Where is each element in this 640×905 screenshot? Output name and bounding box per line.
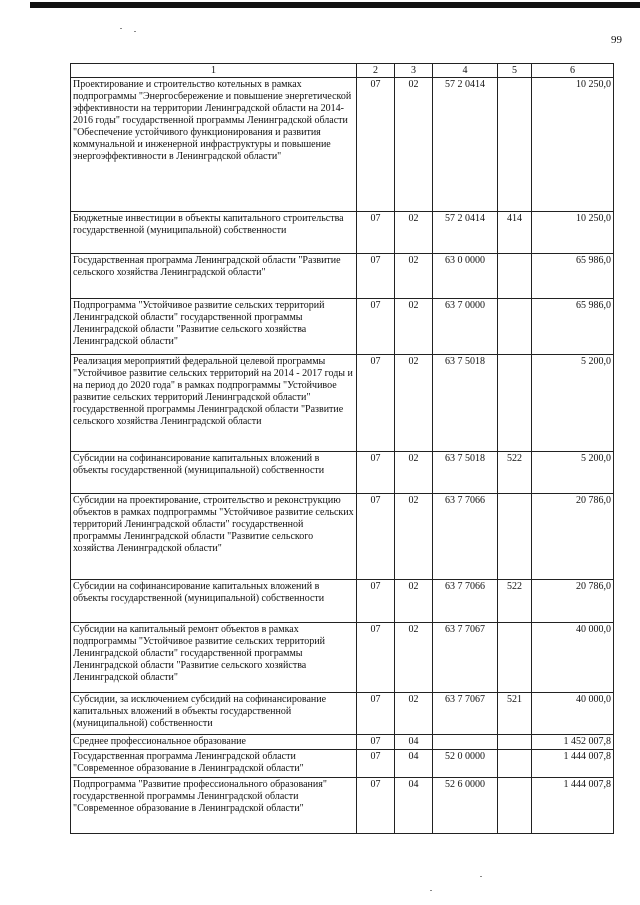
table-row — [71, 580, 614, 623]
item-name: Среднее профессиональное образование — [71, 735, 357, 750]
table-row — [71, 623, 614, 693]
table-row — [71, 494, 614, 580]
column-number-row — [71, 64, 614, 78]
section-code: 07 — [357, 623, 395, 693]
expense-type-code — [498, 299, 532, 355]
table-row — [71, 78, 614, 212]
amount: 5 200,0 — [532, 355, 614, 452]
expense-type-code — [498, 78, 532, 212]
subsection-code: 02 — [395, 78, 433, 212]
target-article-code: 63 7 7067 — [433, 623, 498, 693]
item-name: Подпрограмма "Развитие профессионального образования" государственной программы Ленинградской области "Современное образование в Ленинградской области" — [71, 778, 357, 834]
target-article-code: 52 0 0000 — [433, 750, 498, 778]
table-row — [71, 299, 614, 355]
item-name: Государственная программа Ленинградской области "Развитие сельского хозяйства Ленинградской области" — [71, 254, 357, 299]
item-name: Субсидии на проектирование, строительство и реконструкцию объектов в рамках подпрограммы "Устойчивое развитие сельских территорий Ленинградской области" государственной программы Ленинградской области "Развитие сельского хозяйства Ленинградской области" — [71, 494, 357, 580]
item-name: Субсидии на софинансирование капитальных вложений в объекты государственной (муниципальной) собственности — [71, 452, 357, 494]
table-row — [71, 254, 614, 299]
section-code: 07 — [357, 355, 395, 452]
expense-type-code — [498, 750, 532, 778]
column-number: 2 — [357, 64, 395, 78]
target-article-code — [433, 735, 498, 750]
amount: 40 000,0 — [532, 623, 614, 693]
amount: 10 250,0 — [532, 212, 614, 254]
amount: 40 000,0 — [532, 693, 614, 735]
column-number: 3 — [395, 64, 433, 78]
item-name: Проектирование и строительство котельных в рамках подпрограммы "Энергосбережение и повышение энергетической эффективности на территории Ленинградской области на 2014-2016 годы" государственной программы Ленинградской области "Обеспечение устойчивого функционирования и развития коммунальной и инженерной инфраструктуры и повышение энергоэффективности в Ленинградской области" — [71, 78, 357, 212]
column-number: 6 — [532, 64, 614, 78]
target-article-code: 57 2 0414 — [433, 212, 498, 254]
table-row — [71, 778, 614, 834]
section-code: 07 — [357, 254, 395, 299]
section-code: 07 — [357, 299, 395, 355]
subsection-code: 02 — [395, 494, 433, 580]
scan-speck — [120, 28, 122, 29]
item-name: Субсидии на капитальный ремонт объектов в рамках подпрограммы "Устойчивое развитие сельских территорий Ленинградской области" государственной программы Ленинградской области "Развитие сельского хозяйства Ленинградской области" — [71, 623, 357, 693]
item-name: Подпрограмма "Устойчивое развитие сельских территорий Ленинградской области" государственной программы Ленинградской области "Развитие сельского хозяйства Ленинградской области" — [71, 299, 357, 355]
subsection-code: 04 — [395, 778, 433, 834]
amount: 1 444 007,8 — [532, 778, 614, 834]
amount: 65 986,0 — [532, 254, 614, 299]
subsection-code: 02 — [395, 693, 433, 735]
subsection-code: 02 — [395, 580, 433, 623]
amount: 10 250,0 — [532, 78, 614, 212]
amount: 20 786,0 — [532, 580, 614, 623]
table-row — [71, 735, 614, 750]
budget-table — [70, 63, 614, 834]
section-code: 07 — [357, 212, 395, 254]
expense-type-code — [498, 778, 532, 834]
expense-type-code — [498, 623, 532, 693]
scan-top-edge — [30, 2, 640, 8]
expense-type-code — [498, 355, 532, 452]
target-article-code: 57 2 0414 — [433, 78, 498, 212]
expense-type-code — [498, 494, 532, 580]
item-name: Государственная программа Ленинградской области "Современное образование в Ленинградской области" — [71, 750, 357, 778]
section-code: 07 — [357, 778, 395, 834]
section-code: 07 — [357, 580, 395, 623]
amount: 5 200,0 — [532, 452, 614, 494]
column-number: 4 — [433, 64, 498, 78]
section-code: 07 — [357, 735, 395, 750]
expense-type-code: 414 — [498, 212, 532, 254]
section-code: 07 — [357, 750, 395, 778]
page-number: 99 — [611, 34, 622, 46]
target-article-code: 52 6 0000 — [433, 778, 498, 834]
subsection-code: 04 — [395, 735, 433, 750]
table-row — [71, 452, 614, 494]
item-name: Реализация мероприятий федеральной целевой программы "Устойчивое развитие сельских территорий на 2014 - 2017 годы и на период до 2020 года" в рамках подпрограммы "Устойчивое развитие сельских территорий Ленинградской области" государственной программы Ленинградской области "Развитие сельского хозяйства Ленинградской области — [71, 355, 357, 452]
target-article-code: 63 7 5018 — [433, 452, 498, 494]
subsection-code: 02 — [395, 355, 433, 452]
target-article-code: 63 7 7066 — [433, 580, 498, 623]
section-code: 07 — [357, 78, 395, 212]
scan-speck — [134, 31, 136, 32]
section-code: 07 — [357, 494, 395, 580]
expense-type-code: 521 — [498, 693, 532, 735]
scan-speck — [430, 890, 432, 891]
subsection-code: 02 — [395, 623, 433, 693]
target-article-code: 63 7 0000 — [433, 299, 498, 355]
subsection-code: 02 — [395, 254, 433, 299]
table-row — [71, 693, 614, 735]
expense-type-code: 522 — [498, 580, 532, 623]
table-row — [71, 355, 614, 452]
subsection-code: 02 — [395, 299, 433, 355]
subsection-code: 02 — [395, 452, 433, 494]
amount: 1 452 007,8 — [532, 735, 614, 750]
section-code: 07 — [357, 693, 395, 735]
target-article-code: 63 7 7066 — [433, 494, 498, 580]
section-code: 07 — [357, 452, 395, 494]
amount: 1 444 007,8 — [532, 750, 614, 778]
subsection-code: 04 — [395, 750, 433, 778]
column-number: 1 — [71, 64, 357, 78]
item-name: Субсидии на софинансирование капитальных вложений в объекты государственной (муниципальной) собственности — [71, 580, 357, 623]
scan-speck — [480, 876, 482, 877]
item-name: Бюджетные инвестиции в объекты капитального строительства государственной (муниципальной) собственности — [71, 212, 357, 254]
item-name: Субсидии, за исключением субсидий на софинансирование капитальных вложений в объекты государственной (муниципальной) собственности — [71, 693, 357, 735]
subsection-code: 02 — [395, 212, 433, 254]
amount: 65 986,0 — [532, 299, 614, 355]
target-article-code: 63 7 5018 — [433, 355, 498, 452]
column-number: 5 — [498, 64, 532, 78]
target-article-code: 63 0 0000 — [433, 254, 498, 299]
target-article-code: 63 7 7067 — [433, 693, 498, 735]
table-row — [71, 750, 614, 778]
amount: 20 786,0 — [532, 494, 614, 580]
expense-type-code — [498, 254, 532, 299]
expense-type-code — [498, 735, 532, 750]
table-row — [71, 212, 614, 254]
expense-type-code: 522 — [498, 452, 532, 494]
